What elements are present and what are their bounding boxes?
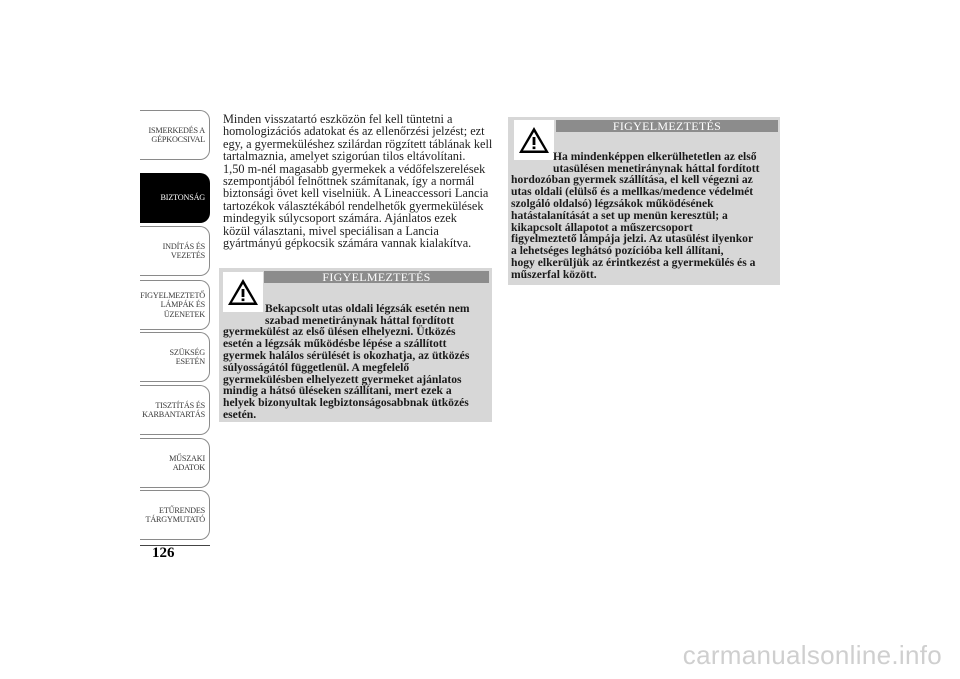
warning-text-line: kikapcsolt állapotot a műszercsoport bbox=[511, 220, 693, 234]
warning-text-line: gyermek halálos sérülését is okozhatja, az ütközés bbox=[223, 348, 470, 362]
warning-text-content bbox=[511, 151, 779, 281]
tab-muszaki[interactable]: MŰSZAKI ADATOK bbox=[140, 438, 210, 488]
warning-text-line: hatástalanítását a set up menün keresztül; a bbox=[511, 208, 728, 222]
warning-text bbox=[223, 291, 489, 433]
warning-text-line: a lehetséges leghátsó pozícióba kell állítani, bbox=[511, 244, 724, 258]
warning-text-line: műszerfal között. bbox=[511, 267, 597, 281]
warning-text-line: Ha mindenképpen elkerülhetetlen az első bbox=[553, 149, 757, 163]
warning-title: FIGYELMEZTETÉS bbox=[556, 120, 778, 132]
warning-text bbox=[511, 139, 779, 292]
warning-text-line: szolgáló oldalsó) légzsákok működésének bbox=[511, 196, 714, 210]
warning-text-line: helyek bizonyultak legbiztonságosabbnak ütközés bbox=[223, 396, 469, 410]
page-number: 126 bbox=[152, 545, 175, 561]
page-number-rule bbox=[140, 545, 210, 546]
warning-text-line: utasülésen menetiránynak háttal fordított bbox=[553, 161, 760, 175]
tab-biztonsag[interactable]: BIZTONSÁG bbox=[140, 173, 210, 223]
warning-text-line: szabad menetiránynak háttal fordított bbox=[265, 313, 455, 327]
warning-title: FIGYELMEZTETÉS bbox=[264, 271, 489, 283]
warning-text-line: esetén a légzsák működésbe lépése a szállított bbox=[223, 337, 447, 351]
warning-text-content bbox=[223, 303, 489, 421]
tab-ismerkedes[interactable]: ISMERKEDÉS A GÉPKOCSIVAL bbox=[140, 110, 210, 160]
warning-text-line: figyelmeztető lámpája jelzi. Az utasülést ilyenkor bbox=[511, 232, 754, 246]
warning-text-line: gyermekülést az első ülésen elhelyezni. Ütközés bbox=[223, 325, 456, 339]
tab-szukseg[interactable]: SZÜKSÉG ESETÉN bbox=[140, 332, 210, 382]
warning-text-line: mindig a hátsó üléseken szállítani, mert ezek a bbox=[223, 384, 452, 398]
warning-text-line: utas oldali (elülső és a mellkas/medence védelmét bbox=[511, 185, 754, 199]
warning-box-right bbox=[508, 117, 780, 285]
warning-text-line: gyermekülésben elhelyezett gyermeket ajánlatos bbox=[223, 372, 462, 386]
watermark: carmanualsonline.info bbox=[682, 640, 942, 670]
tab-inditas[interactable]: INDÍTÁS ÉS VEZETÉS bbox=[140, 226, 210, 276]
body-paragraph: Minden visszatartó eszközön fel kell tüntetni a homologizációs adatokat és az ellenőrzési jelzést; ezt egy, a gyermeküléshez szilárdan rögzített táblának kell tartalmaznia, amelyet szigorúan tilos eltávolítani. 1,50 m-nél magasabb gyermekek a védőfelszerelések szempontjából felnőttnek számítanak, így a normál biztonsági övet kell viselniük. A Lineaccessori Lancia tartozékok választékából rendelhetők gyermekülések mindegyik súlycsoport számára. Ajánlatos ezek közül választani, mivel speciálisan a Lancia gyártmányú gépkocsik számára vannak kialakítva. bbox=[223, 112, 493, 251]
tab-tisztitas[interactable]: TISZTÍTÁS ÉS KARBANTARTÁS bbox=[140, 385, 210, 435]
warning-text-line: Bekapcsolt utas oldali légzsák esetén nem bbox=[265, 301, 470, 315]
warning-text-line: esetén. bbox=[223, 407, 257, 421]
tab-figyelmezteto[interactable]: FIGYELMEZTETŐ LÁMPÁK ÉS ÜZENETEK bbox=[140, 280, 210, 330]
tab-targymutato[interactable]: ETŰRENDES TÁRGYMUTATÓ bbox=[140, 490, 210, 540]
warning-text-line: hogy elkerüljük az érintkezést a gyermekülés és a bbox=[511, 255, 756, 269]
warning-text-line: hordozóban gyermek szállítása, el kell végezni az bbox=[511, 173, 753, 187]
warning-text-line: súlyosságától függetlenül. A megfelelő bbox=[223, 360, 410, 374]
warning-box-left bbox=[219, 268, 492, 422]
